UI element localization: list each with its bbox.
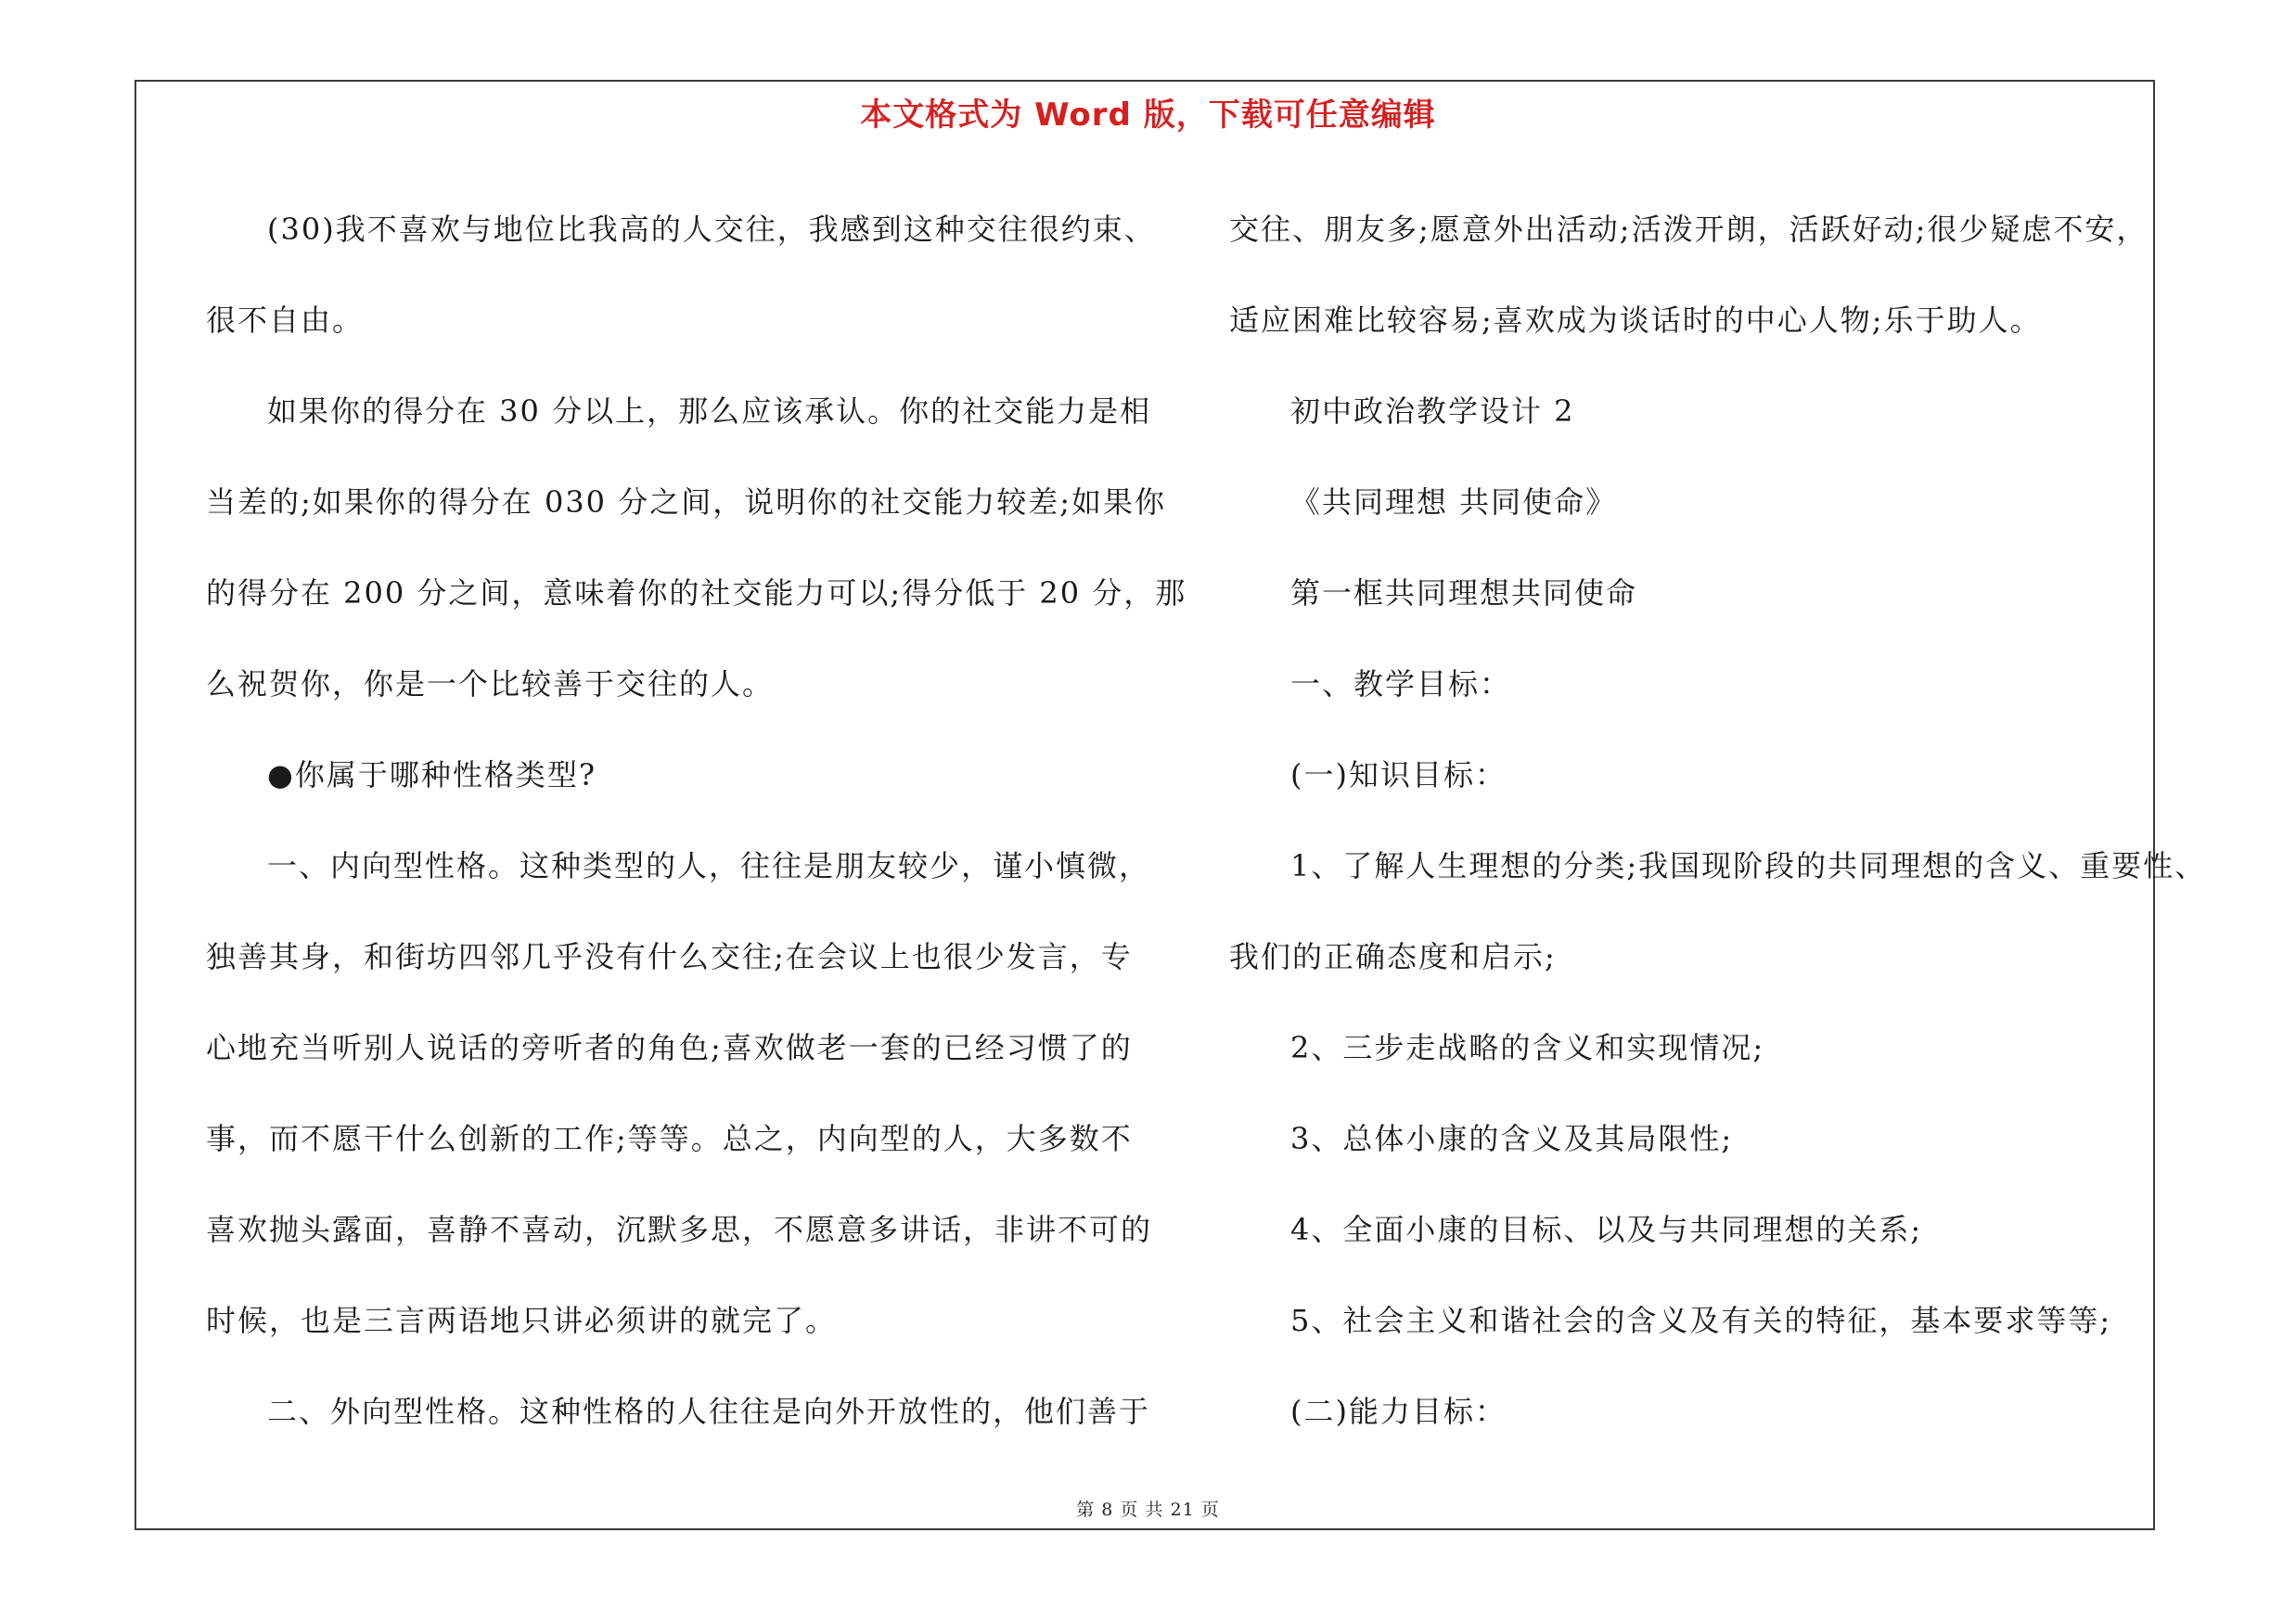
text-line: 初中政治教学设计 2: [1290, 393, 1575, 429]
text-line: (30)我不喜欢与地位比我高的人交往，我感到这种交往很约束、: [267, 212, 1156, 247]
text-line: (一)知识目标：: [1290, 757, 1507, 792]
right-column: [1229, 184, 2207, 1457]
format-banner: 本文格式为 Word 版，下载可任意编辑: [860, 97, 1436, 134]
text-line: 4、全面小康的目标、以及与共同理想的关系;: [1290, 1212, 1923, 1247]
text-line: 当差的;如果你的得分在 030 分之间，说明你的社交能力较差;如果你: [206, 484, 1166, 520]
text-line: 事，而不愿干什么创新的工作;等等。总之，内向型的人，大多数不: [206, 1121, 1133, 1156]
text-line: 一、教学目标：: [1290, 666, 1512, 702]
text-line: 3、总体小康的含义及其局限性;: [1290, 1121, 1734, 1156]
text-line: 如果你的得分在 30 分以上，那么应该承认。你的社交能力是相: [267, 393, 1152, 429]
text-line: 1、了解人生理想的分类;我国现阶段的共同理想的含义、重要性、: [1290, 848, 2207, 883]
text-line: 适应困难比较容易;喜欢成为谈话时的中心人物;乐于助人。: [1229, 303, 2042, 338]
text-line: (二)能力目标：: [1290, 1394, 1507, 1429]
text-line: 一、内向型性格。这种类型的人，往往是朋友较少，谨小慎微，: [267, 848, 1151, 883]
text-line: 独善其身，和街坊四邻几乎没有什么交往;在会议上也很少发言，专: [206, 939, 1133, 974]
text-line: 的得分在 200 分之间，意味着你的社交能力可以;得分低于 20 分，那: [206, 575, 1187, 611]
text-line: 喜欢抛头露面，喜静不喜动，沉默多思，不愿意多讲话，非讲不可的: [206, 1212, 1153, 1247]
text-line: 2、三步走战略的含义和实现情况;: [1290, 1030, 1765, 1065]
text-line: 心地充当听别人说话的旁听者的角色;喜欢做老一套的已经习惯了的: [206, 1030, 1133, 1065]
text-line: 时候，也是三言两语地只讲必须讲的就完了。: [206, 1303, 838, 1338]
text-line: 很不自由。: [206, 303, 365, 338]
text-line: 我们的正确态度和启示;: [1229, 939, 1557, 974]
text-line: 交往、朋友多;愿意外出活动;活泼开朗，活跃好动;很少疑虑不安，: [1229, 212, 2148, 247]
left-column: [206, 184, 1187, 1457]
text-line: 5、社会主义和谐社会的含义及有关的特征，基本要求等等;: [1290, 1303, 2112, 1338]
text-line: 第一框共同理想共同使命: [1290, 575, 1638, 611]
page-number: 第 8 页 共 21 页: [1076, 1500, 1220, 1520]
text-line: 《共同理想 共同使命》: [1290, 484, 1618, 520]
text-line: 么祝贺你，你是一个比较善于交往的人。: [206, 666, 775, 702]
text-line: 二、外向型性格。这种性格的人往往是向外开放性的，他们善于: [267, 1394, 1151, 1429]
text-line: ●你属于哪种性格类型?: [267, 757, 597, 792]
